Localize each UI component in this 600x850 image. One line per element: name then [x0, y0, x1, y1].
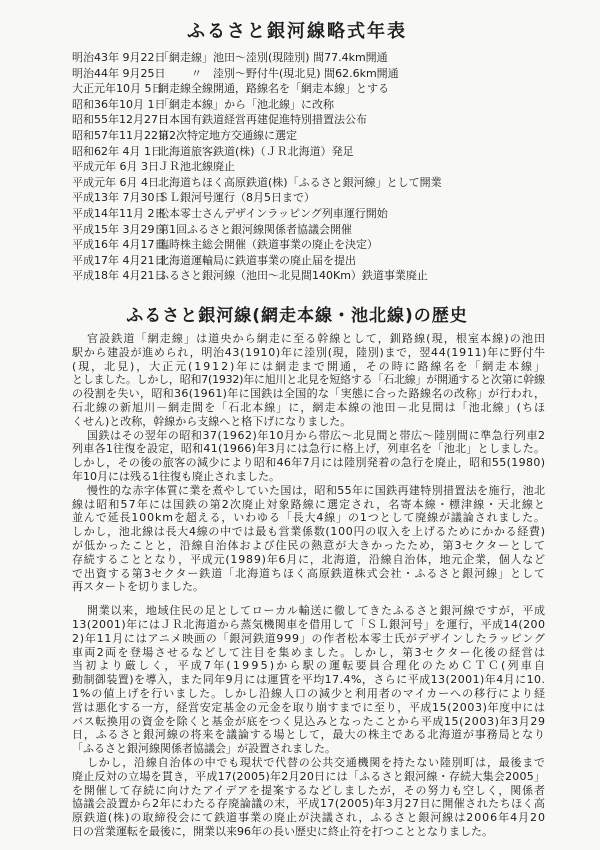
timeline-event: 第1回ふるさと銀河線関係者協議会開催 — [158, 222, 352, 236]
text-line: 再スタートを切りました。 — [72, 580, 204, 594]
timeline-event: ＪＲ池北線廃止 — [158, 160, 235, 174]
timeline-date: 平成17年 4月21日 — [72, 253, 166, 267]
text-line: 年10月には残る1往復も廃止されました。 — [72, 469, 280, 483]
timeline-table — [72, 50, 552, 284]
timeline-event: 日本国有鉄道経営再建促進特別措置法公布 — [158, 113, 367, 127]
timeline-date: 昭和57年11月22日 — [72, 128, 169, 142]
text-line: 開業以来，地域住民の足としてローカル輸送に徹してきたふるさと銀河線ですが，平成 — [87, 604, 546, 618]
text-line: 官設鉄道「網走線」は道央から網走に至る幹線として，釧路線(現，根室本線)の池田 — [87, 332, 547, 345]
timeline-row — [72, 268, 552, 284]
text-line: 13(2001)年にはＪＲ北海道から蒸気機関車を借用して「ＳＬ銀河号」を運行，平成14(200 — [72, 617, 546, 631]
history-title: ふるさと銀河線(網走本線・池北線)の歴史 — [126, 306, 468, 326]
timeline-event: 第2次特定地方交通線に選定 — [158, 128, 297, 142]
text-line: しかし，その後の旅客の減少により昭和46年7月には陸別発着の急行を廃止，昭和55(1980) — [72, 456, 546, 470]
timeline-row — [72, 222, 552, 238]
history-paragraph — [72, 604, 548, 756]
text-line: 当初より厳しく，平成7年(1995)から駅の運転要員合理化のためＣＴＣ(列車自 — [72, 659, 548, 673]
text-line: の役割を失い，昭和36(1961)年に国鉄は全国的な「実態に合った路線名の改称」が行われ， — [72, 387, 546, 401]
history-body — [72, 332, 548, 839]
text-line: しかし，沿線自治体の中でも現状で代替の公共交通機関を持たない陸別町は，最後まで — [87, 755, 546, 769]
timeline-row — [72, 144, 552, 160]
timeline-date: 昭和55年12月27日 — [72, 113, 169, 127]
text-line: としました。しかし，昭和7(1932)年に旭川と北見を短絡する「石北線」が開通すると次第に幹線 — [72, 373, 545, 387]
timeline-row — [72, 112, 552, 128]
text-line: 存続することとなり，平成元(1989)年6月に，北海道，沿線自治体，地元企業，個人など — [72, 552, 546, 566]
timeline-row — [72, 159, 552, 175]
timeline-row — [72, 237, 552, 253]
text-line: を開催して存続に向けたアイデアを提案するなどしましたが，その努力も空しく，関係者 — [72, 783, 546, 797]
history-paragraph — [72, 332, 545, 429]
timeline-row — [72, 66, 552, 82]
text-line: 駅から建設が進められ，明治43(1910)年に淕別(現，陸別)まで，翌44(1911)年に野付牛 — [72, 345, 546, 359]
timeline-event: 北海道ちほく高原鉄道(株)「ふるさと銀河線」として開業 — [158, 175, 442, 189]
text-line: (現，北見)，大正元(1912)年には網走まで開通，その時に路線名を「網走本線」 — [72, 359, 547, 373]
text-line: 1%の値上げを行いました。しかし沿線人口の減少と利用者のマイカーへの移行により経 — [72, 686, 546, 700]
text-line: くせん)と改称，幹線から支線へと格下げになりました。 — [72, 414, 352, 428]
timeline-event: 「網走本線」から「池北線」に改称 — [158, 97, 334, 111]
timeline-event: 「網走線」池田～淕別(現陸別) 間77.4km開通 — [158, 51, 388, 64]
text-line: 国鉄はその翌年の昭和37(1962)年10月から帯広～北見間と帯広～陸別間に準急行列車2 — [87, 428, 546, 442]
timeline-date: 平成18年 4月21日 — [72, 269, 166, 283]
timeline-row — [72, 81, 552, 97]
timeline-date: 明治44年 9月25日 — [72, 66, 166, 80]
timeline-row — [72, 50, 552, 66]
history-paragraph — [72, 484, 545, 594]
text-line: 列車各1往復を設定，昭和41(1966)年3月には急行に格上げ，列車名を「池北」としました。 — [72, 442, 546, 456]
timeline-event: 北海道旅客鉄道(株)（ＪＲ北海道）発足 — [158, 144, 354, 158]
text-line: 並んで延長100kmを超える，いわゆる「長大4線」の1つとして廃線が議論されました。 — [72, 511, 546, 525]
timeline-event: ふるさと銀河線（池田～北見間140Km）鉄道事業廃止 — [158, 269, 428, 283]
text-line: 動制御装置)を導入，また同年9月には運賃を平均17.4%，さらに平成13(2001)年4月に10. — [72, 673, 546, 687]
text-line: 「ふるさと銀河線関係者協議会」が設置されました。 — [72, 742, 336, 756]
text-line: しかし，池北線は長大4線の中では最も営業係数(100円の収入を上げるためにかかる経費) — [72, 525, 546, 539]
text-line: 廃止反対の立場を貫き，平成17(2005)年2月20日には「ふるさと銀河線・存続大集会2005」 — [72, 769, 546, 783]
timeline-date: 大正元年10月 5日 — [72, 82, 163, 96]
timeline-date: 平成13年 7月30日 — [72, 191, 166, 205]
timeline-date: 平成16年 4月17日 — [72, 238, 166, 252]
text-line: 日の営業運転を最後に，開業以来96年の長い歴史に終止符を打つこととなりました。 — [72, 824, 493, 838]
text-line: バス転換用の資金を除くと基金が底をつく見込みとなったことから平成15(2003)年3月29 — [72, 714, 546, 728]
timeline-row — [72, 190, 552, 206]
text-line: 慢性的な赤字体質に業を煮やしていた国は，昭和55年に国鉄再建特別措置法を施行，池北 — [87, 483, 546, 497]
text-line: 石北線の新旭川－網走間を「石北本線」に，網走本線の池田－北見間は「池北線」(ちほ — [72, 400, 547, 414]
text-line: 営は悪化する一方，経営安定基金の元金を取り崩すまでに至り，平成15(2003)年度中には — [72, 700, 546, 714]
text-line: が低かったことと，沿線自治体および住民の熱意が大きかったため，第3セクターとして — [72, 538, 546, 552]
text-line: 協議会設置から2年にわたる存廃論議の末，平成17(2005)年3月27日に開催されたちほく高 — [72, 797, 546, 811]
text-line: 線は昭和57年には国鉄の第2次廃止対象路線に選定され，名寄本線・標津線・天北線と — [72, 497, 547, 511]
timeline-row — [72, 175, 552, 191]
timeline-row — [72, 206, 552, 222]
history-paragraph — [72, 429, 545, 484]
timeline-title: ふるさと銀河線略式年表 — [187, 21, 407, 42]
timeline-event: ＳＬ銀河号運行（8月5日まで） — [158, 191, 315, 205]
history-paragraph — [72, 756, 545, 839]
timeline-date: 明治43年 9月22日 — [72, 51, 166, 64]
timeline-date: 平成元年 6月 3日 — [72, 160, 159, 174]
timeline-date: 昭和36年10月 1日 — [72, 97, 166, 111]
timeline-row — [72, 97, 552, 113]
text-line: 2)年11月にはアニメ映画の「銀河鉄道999」の作者松本零士氏がデザインしたラッピング — [72, 631, 546, 645]
timeline-date: 平成14年11月 2日 — [72, 206, 166, 220]
text-line: 車両2両を登場させるなどして注目を集めました。しかし，第3セクター化後の経営は — [72, 645, 547, 659]
timeline-date: 昭和62年 4月 1日 — [72, 144, 162, 158]
text-line: 原鉄道(株)の取締役会にて鉄道事業の廃止が決議され，ふるさと銀河線は2006年4月20 — [72, 811, 546, 825]
timeline-event: 網走線全線開通，路線名を「網走本線」とする — [158, 82, 389, 96]
timeline-event: 臨時株主総会開催（鉄道事業の廃止を決定） — [158, 238, 378, 252]
timeline-date: 平成15年 3月29日 — [72, 222, 166, 236]
timeline-event: 松本零士さんデザインラッピング列車運行開始 — [158, 206, 388, 220]
timeline-event: 〃 淕別～野付牛(現北見) 間62.6km開通 — [158, 66, 399, 80]
text-line: で出資する第3セクター鉄道「北海道ちほく高原鉄道株式会社・ふるさと銀河線」として — [72, 566, 546, 580]
timeline-event: 北海道運輸局に鉄道事業の廃止届を提出 — [158, 253, 356, 267]
text-line: 日，ふるさと銀河線の将来を議論する場として，最大の株主である北海道が事務局となり — [72, 728, 546, 742]
timeline-date: 平成元年 6月 4日 — [72, 175, 159, 189]
timeline-row — [72, 253, 552, 269]
timeline-row — [72, 128, 552, 144]
